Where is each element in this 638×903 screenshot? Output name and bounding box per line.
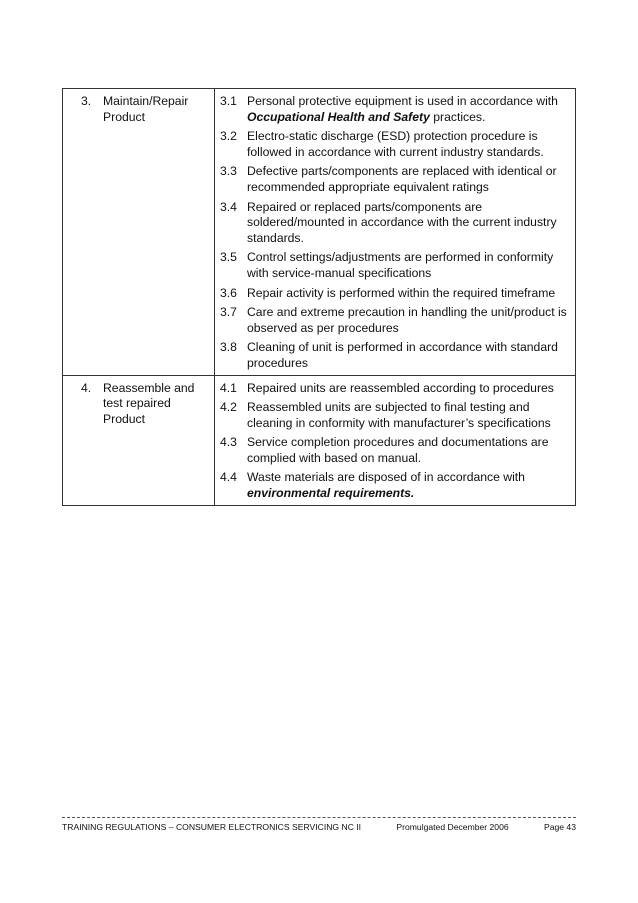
performance-criterion bbox=[215, 250, 575, 281]
criterion-text bbox=[247, 286, 571, 302]
criterion-number: 3.5 bbox=[220, 250, 237, 265]
performance-criterion bbox=[215, 340, 575, 371]
performance-criterion bbox=[215, 129, 575, 160]
criterion-number: 3.8 bbox=[220, 340, 237, 355]
criterion-text bbox=[247, 435, 571, 466]
criterion-emphasis: Occupational Health and Safety bbox=[247, 109, 430, 124]
criterion-text-part: Repaired or replaced parts/components are soldered/mounted in accordance with the current industry standards. bbox=[247, 199, 557, 245]
footer-promulgated: Promulgated December 2006 bbox=[396, 822, 509, 832]
performance-criterion bbox=[215, 164, 575, 195]
criterion-number: 3.2 bbox=[220, 129, 237, 144]
criteria-cell bbox=[215, 375, 576, 505]
criterion-number: 4.3 bbox=[220, 435, 237, 450]
element-label: Reassemble and test repaired Product bbox=[103, 380, 195, 426]
criterion-text bbox=[247, 129, 571, 160]
criterion-text-part: Control settings/adjustments are performed in conformity with service-manual specifications bbox=[247, 250, 554, 280]
criterion-text-part: Personal protective equipment is used in accordance with bbox=[247, 94, 558, 108]
criterion-number: 4.4 bbox=[220, 470, 237, 485]
criterion-number: 3.7 bbox=[220, 305, 237, 320]
element-title bbox=[63, 376, 214, 428]
footer-page-number: Page 43 bbox=[543, 822, 576, 832]
performance-criterion bbox=[215, 400, 575, 431]
page-footer bbox=[62, 822, 576, 832]
element-title bbox=[63, 89, 214, 125]
criterion-text bbox=[247, 381, 571, 397]
performance-criterion bbox=[215, 200, 575, 247]
element-label: Maintain/Repair Product bbox=[103, 94, 189, 124]
criterion-text-part: practices. bbox=[429, 109, 486, 124]
performance-criterion bbox=[215, 286, 575, 302]
criterion-text-part: Reassembled units are subjected to final testing and cleaning in conformity with manufacturer’s specifications bbox=[247, 400, 551, 430]
performance-criterion bbox=[215, 470, 575, 501]
table-row bbox=[63, 375, 576, 505]
element-number: 4. bbox=[81, 380, 92, 395]
footer-title: TRAINING REGULATIONS – CONSUMER ELECTRONICS SERVICING NC II bbox=[62, 822, 362, 832]
criterion-text-part: Cleaning of unit is performed in accordance with standard procedures bbox=[247, 340, 558, 370]
criterion-text-part: Service completion procedures and documentations are complied with based on manual. bbox=[247, 435, 549, 465]
criterion-text bbox=[247, 164, 571, 195]
criterion-text bbox=[247, 305, 571, 336]
criterion-emphasis: environmental requirements. bbox=[247, 486, 415, 501]
criterion-number: 3.1 bbox=[220, 94, 237, 108]
criterion-text bbox=[247, 340, 571, 371]
criterion-number: 4.2 bbox=[220, 400, 237, 415]
criterion-text-part: Care and extreme precaution in handling the unit/product is observed as per procedures bbox=[247, 305, 567, 335]
criterion-text bbox=[247, 400, 571, 431]
criterion-text-part: Electro-static discharge (ESD) protection procedure is followed in accordance with current industry standards. bbox=[247, 129, 544, 159]
footer-divider bbox=[62, 817, 576, 818]
table-row bbox=[63, 89, 576, 376]
criterion-text-part: Defective parts/components are replaced with identical or recommended appropriate equivalent ratings bbox=[247, 164, 557, 194]
criteria-cell bbox=[215, 89, 576, 376]
element-cell bbox=[63, 375, 215, 505]
criterion-text bbox=[247, 94, 571, 125]
criterion-text-part: Repair activity is performed within the required timeframe bbox=[247, 285, 556, 300]
criterion-text bbox=[247, 470, 571, 501]
criterion-number: 3.4 bbox=[220, 199, 237, 214]
criterion-text bbox=[247, 200, 571, 247]
criterion-number: 3.6 bbox=[220, 285, 237, 300]
performance-criterion bbox=[215, 435, 575, 466]
criterion-text bbox=[247, 250, 571, 281]
element-number: 3. bbox=[81, 94, 92, 108]
criterion-text-part: Waste materials are disposed of in accordance with bbox=[247, 470, 525, 485]
performance-criterion bbox=[215, 94, 575, 125]
criterion-number: 4.1 bbox=[220, 380, 237, 395]
criterion-number: 3.3 bbox=[220, 164, 237, 179]
element-cell bbox=[63, 89, 215, 376]
criterion-text-part: Repaired units are reassembled according to procedures bbox=[247, 380, 554, 395]
performance-criterion bbox=[215, 381, 575, 397]
competency-table bbox=[62, 88, 576, 506]
performance-criterion bbox=[215, 305, 575, 336]
